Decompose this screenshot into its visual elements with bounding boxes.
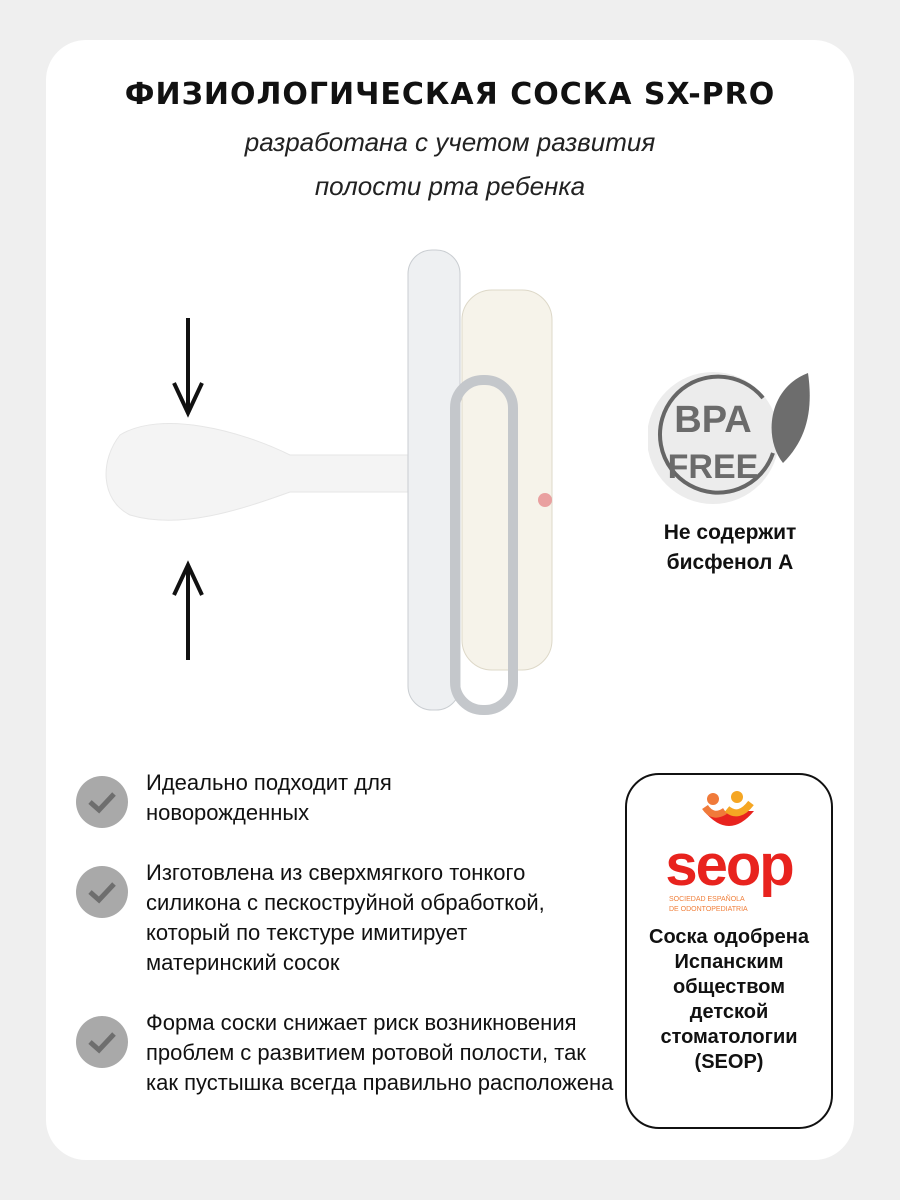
subtitle-line-2: полости рта ребенка	[314, 171, 586, 201]
feature-item	[76, 770, 616, 828]
seop-logo-name: seop	[665, 833, 793, 898]
page-title: ФИЗИОЛОГИЧЕСКАЯ СОСКА SX-PRO	[124, 77, 776, 112]
feature-text: Форма соски снижает риск возникновения проблем с развитием ротовой полости, так как пустышка всегда правильно расположена	[146, 1010, 614, 1095]
seop-logo-small-2: DE ODONTOPEDIATRIA	[669, 906, 748, 913]
bpa-caption	[640, 518, 820, 578]
seop-badge	[625, 773, 833, 1129]
bpa-caption-line2: бисфенол А	[666, 551, 794, 574]
seop-caption: Соска одобрена Испанским обществом детской стоматологии (SEOP)	[649, 926, 809, 1073]
bpa-caption-line1: Не содержит	[663, 521, 797, 544]
arrow-up-icon	[170, 560, 206, 660]
seop-logo-small-1: SOCIEDAD ESPAÑOLA	[669, 896, 745, 903]
feature-item	[76, 860, 616, 978]
bpa-logo-line1: BPA	[674, 399, 752, 441]
subtitle-line-1: разработана с учетом развития	[244, 127, 656, 157]
check-icon	[76, 1016, 128, 1068]
arrow-down-icon	[170, 318, 206, 418]
feature-text: Изготовлена из сверхмягкого тонкого силикона с пескоструйной обработкой, который по текстуре имитирует материнский сосок	[146, 860, 545, 975]
feature-text: Идеально подходит для новорожденных	[146, 770, 392, 825]
check-icon	[76, 776, 128, 828]
seop-logo-icon	[699, 789, 759, 833]
bpa-logo-line2: FREE	[667, 448, 759, 486]
bpa-free-icon	[648, 368, 818, 508]
check-icon	[76, 866, 128, 918]
pacifier-image	[90, 230, 610, 750]
feature-item	[76, 1010, 616, 1098]
